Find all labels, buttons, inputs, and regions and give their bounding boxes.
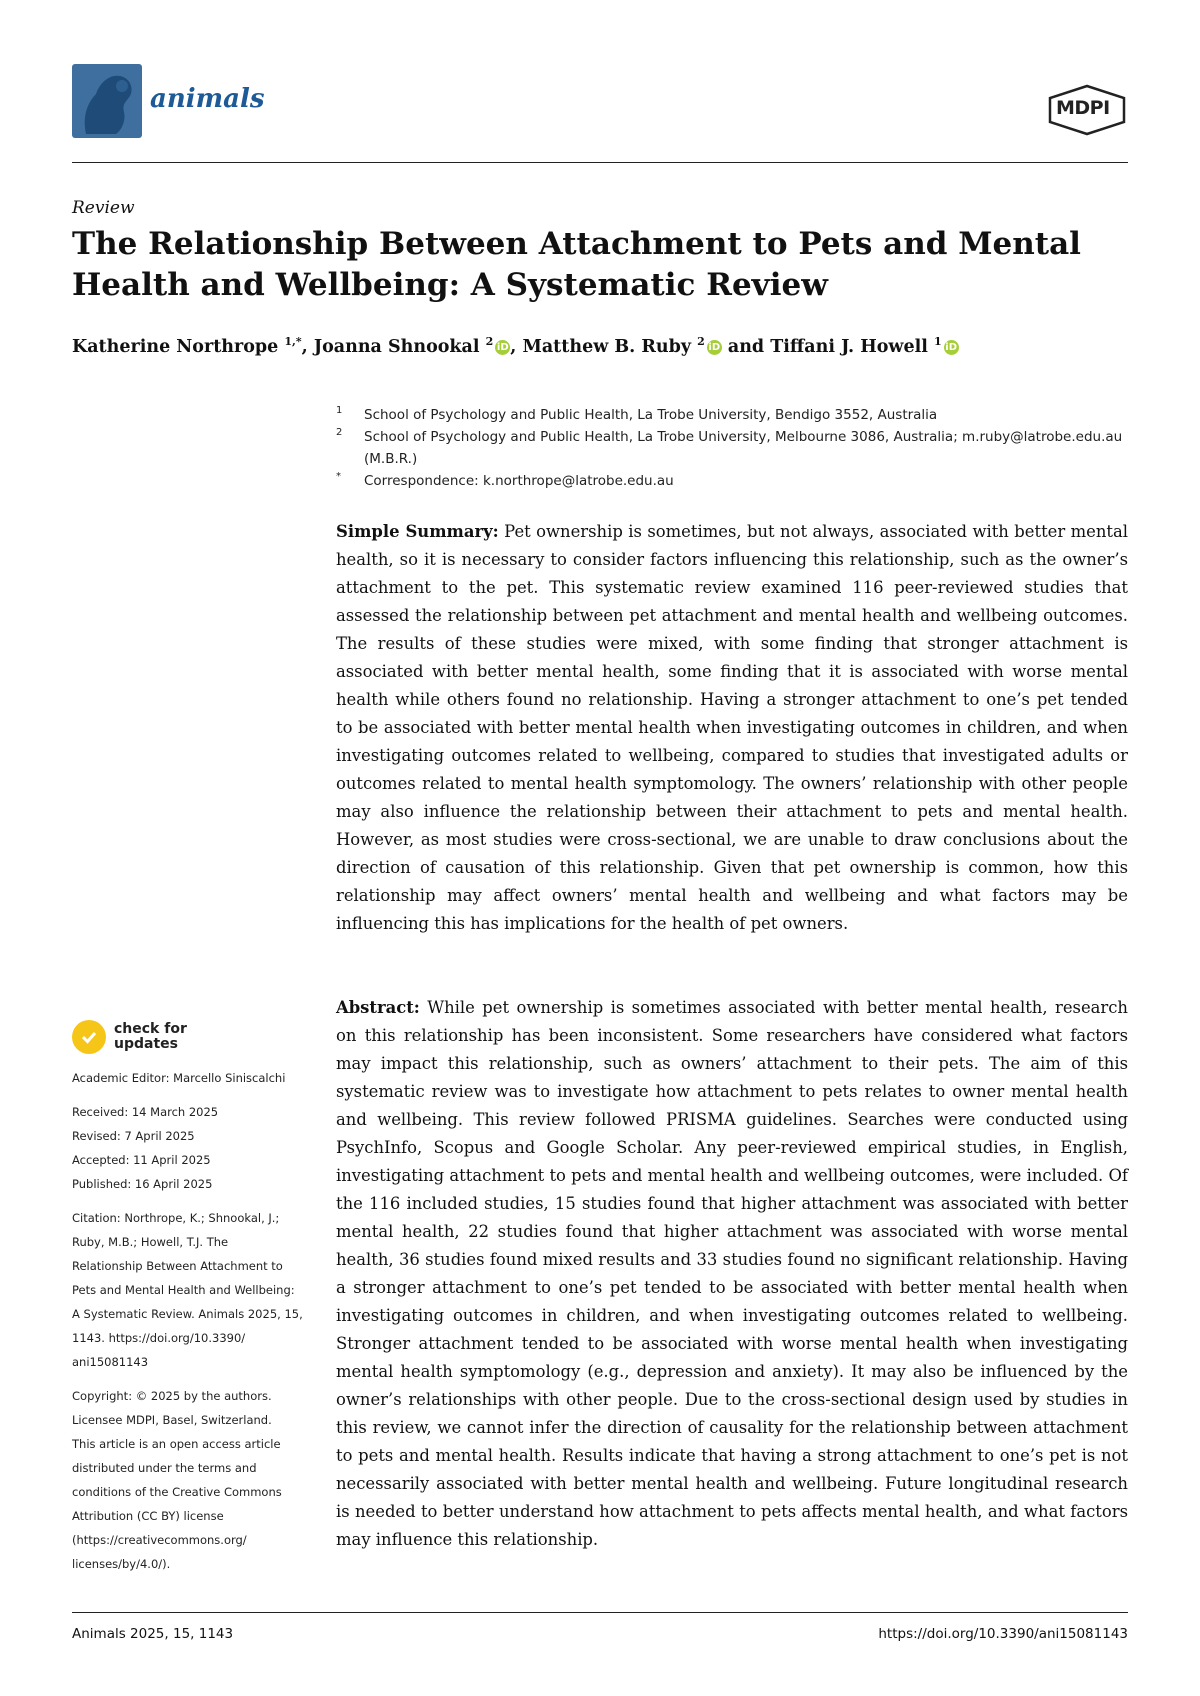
mdpi-logo-icon bbox=[1044, 84, 1130, 136]
article-sidebar bbox=[72, 1020, 316, 1586]
citation-line: Citation: Northrope, K.; Shnookal, J.; bbox=[72, 1211, 280, 1225]
simple-summary-label: Simple Summary: bbox=[336, 522, 499, 541]
author-name: Matthew B. Ruby bbox=[522, 336, 692, 357]
affiliation-mark: 2 bbox=[336, 427, 343, 438]
simple-summary-text: Pet ownership is sometimes, but not always, associated with better mental health, so it is necessary to consider factors influencing this relationship, such as the owner’s attachment to the pet. This systematic review examined 116 peer-reviewed studies that assessed the relationship between pet attachment and mental health and wellbeing outcomes. The results of these studies were mixed, with some finding that stronger attachment is associated with better mental health, some finding that it is associated with worse mental health while others found no relationship. Having a stronger attachment to one’s pet tended to be associated with better mental health when investigating outcomes in children, and when investigating outcomes related to wellbeing, compared to studies that investigated adults or outcomes related to mental health symptomology. The owners’ relationship with other people may also influence the relationship between their attachment to pets and mental health. However, as most studies were cross-sectional, we are unable to draw conclusions about the direction of causation of this relationship. Given that pet ownership is common, how this relationship may affect owners’ mental health and wellbeing and what factors may be influencing this has implications for the health of pet owners. bbox=[336, 522, 1129, 933]
accepted-date: Accepted: 11 April 2025 bbox=[72, 1153, 211, 1167]
author-affiliation-mark: 2 bbox=[485, 335, 494, 348]
revised-date: Revised: 7 April 2025 bbox=[72, 1129, 195, 1143]
author-affiliation-mark: 2 bbox=[697, 335, 705, 348]
citation-line: A Systematic Review. Animals 2025, 15, bbox=[72, 1307, 303, 1321]
abstract-label: Abstract: bbox=[336, 998, 420, 1017]
orcid-icon[interactable]: iD bbox=[708, 341, 721, 353]
journal-name: animals bbox=[150, 84, 265, 114]
orcid-icon[interactable]: iD bbox=[945, 341, 958, 353]
citation-doi-link[interactable]: ani15081143 bbox=[72, 1355, 149, 1369]
footer-doi-link[interactable]: https://doi.org/10.3390/ani15081143 bbox=[878, 1626, 1128, 1642]
affiliation-item bbox=[336, 404, 1126, 426]
check-for-updates-badge[interactable] bbox=[72, 1020, 316, 1054]
author-name: Tiffani J. Howell bbox=[770, 336, 928, 357]
footer-citation: Animals 2025, 15, 1143 bbox=[72, 1626, 234, 1642]
affiliation-item bbox=[336, 470, 1126, 492]
affiliation-item bbox=[336, 426, 1126, 470]
affiliation-mark: 1 bbox=[336, 405, 343, 416]
author-list: Katherine Northrope $^{1,*}$, Joanna Shnookal $^2$ iD, Matthew B. Ruby $^2$ iD and Tiffani J. Howell $^1$ iD bbox=[72, 335, 958, 357]
author-name: Joanna Shnookal bbox=[313, 336, 480, 357]
abstract-text: While pet ownership is sometimes associated with better mental health, research on this relationship has been inconsistent. Some researchers have considered what factors may impact this relationship, such as owners’ attachment to their pets. The aim of this systematic review was to investigate how attachment to pets relates to owner mental health and wellbeing. This review followed PRISMA guidelines. Searches were conducted using PsychInfo, Scopus and Google Scholar. Any peer-reviewed empirical studies, in English, investigating attachment to pets and mental health and wellbeing outcomes, were included. Of the 116 included studies, 15 studies found that higher attachment was associated with better mental health, 22 studies found that higher attachment was associated with worse mental health, 36 studies found mixed results and 33 studies found no significant relationship. Having a stronger attachment to one’s pet tended to be associated with better mental health when investigating outcomes in children, and when investigating outcomes related to wellbeing. Stronger attachment tended to be associated with worse mental health when investigating mental health symptomology (e.g., depression and anxiety). It may also be influenced by the owner’s relationships with other people. Due to the cross-sectional design used by studies in this review, we cannot infer the direction of causality for the relationship between attachment to pets and mental health. Results indicate that having a strong attachment to one’s pet is not necessarily associated with better mental health and wellbeing. Future longitudinal research is needed to better understand how attachment to pets affects mental health, and what factors may influence this relationship. bbox=[336, 998, 1128, 1549]
affiliation-mark: * bbox=[336, 471, 341, 482]
copyright-line: Copyright: © 2025 by the authors. bbox=[72, 1389, 272, 1403]
citation-doi-link[interactable]: 1143. https://doi.org/10.3390/ bbox=[72, 1331, 246, 1345]
affiliation-text: School of Psychology and Public Health, La Trobe University, Bendigo 3552, Australia bbox=[364, 407, 938, 423]
affiliations bbox=[336, 404, 1126, 492]
academic-editor: Academic Editor: Marcello Siniscalchi bbox=[72, 1071, 286, 1085]
publisher-name: MDPI bbox=[1056, 97, 1110, 119]
affiliation-text: School of Psychology and Public Health, La Trobe University, Melbourne 3086, Australia; m.ruby@latrobe.edu.au (M.B.R.) bbox=[364, 429, 1123, 467]
published-date: Published: 16 April 2025 bbox=[72, 1177, 213, 1191]
citation bbox=[72, 1206, 316, 1374]
updates-badge-line: updates bbox=[114, 1036, 178, 1052]
copyright-line: This article is an open access article bbox=[72, 1437, 281, 1451]
copyright-line: conditions of the Creative Commons bbox=[72, 1485, 282, 1499]
abstract bbox=[336, 994, 1128, 1554]
author-name: Katherine Northrope bbox=[72, 336, 279, 357]
orcid-icon[interactable]: iD bbox=[496, 341, 509, 353]
journal-logo-icon bbox=[72, 64, 142, 138]
footer-divider bbox=[72, 1612, 1128, 1613]
header-divider bbox=[72, 162, 1128, 163]
publication-dates bbox=[72, 1100, 316, 1196]
copyright bbox=[72, 1384, 316, 1576]
updates-badge-line: check for bbox=[114, 1021, 187, 1037]
citation-line: Ruby, M.B.; Howell, T.J. The bbox=[72, 1235, 229, 1249]
check-updates-icon bbox=[72, 1020, 106, 1054]
license-link[interactable]: licenses/by/4.0/). bbox=[72, 1557, 171, 1571]
copyright-line: distributed under the terms and bbox=[72, 1461, 257, 1475]
copyright-line: Attribution (CC BY) license bbox=[72, 1509, 224, 1523]
article-title: The Relationship Between Attachment to Pets and Mental Health and Wellbeing: A Systematic Review bbox=[72, 226, 1081, 303]
author-affiliation-mark: 1 bbox=[934, 335, 942, 348]
author-affiliation-mark: 1,* bbox=[284, 335, 302, 348]
license-link[interactable]: (https://creativecommons.org/ bbox=[72, 1533, 247, 1547]
citation-line: Pets and Mental Health and Wellbeing: bbox=[72, 1283, 295, 1297]
article-type: Review bbox=[72, 198, 135, 218]
correspondence-text: Correspondence: k.northrope@latrobe.edu.au bbox=[364, 473, 674, 489]
simple-summary bbox=[336, 518, 1128, 938]
citation-line: Relationship Between Attachment to bbox=[72, 1259, 283, 1273]
copyright-line: Licensee MDPI, Basel, Switzerland. bbox=[72, 1413, 272, 1427]
received-date: Received: 14 March 2025 bbox=[72, 1105, 219, 1119]
